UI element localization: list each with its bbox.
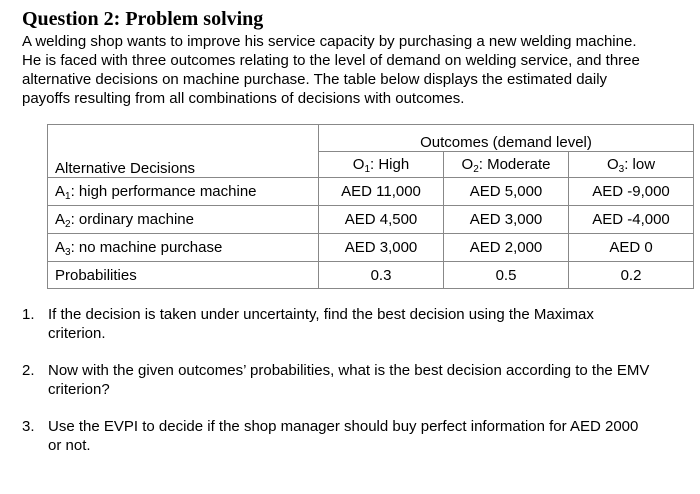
payoff-cell: AED 3,000 [319, 234, 444, 262]
probabilities-label: Probabilities [48, 262, 319, 289]
question-item [22, 417, 692, 455]
alternative-label-2: $A_2$: ordinary machine [48, 206, 319, 234]
question-item [22, 305, 692, 343]
outcome-header-3: $O_3$: low [569, 152, 694, 178]
problem-statement [22, 32, 694, 108]
payoff-cell: AED -4,000 [569, 206, 694, 234]
outcome-header-2: $O_2$: Moderate [444, 152, 569, 178]
probability-cell: 0.5 [444, 262, 569, 289]
payoff-cell: AED 11,000 [319, 178, 444, 206]
alternatives-header: Alternative Decisions [48, 125, 319, 178]
payoff-cell: AED 0 [569, 234, 694, 262]
intro-line: He is faced with three outcomes relating to the level of demand on welding service, and three [22, 52, 640, 69]
payoff-table [47, 124, 694, 289]
question-number: 3. [22, 418, 35, 435]
payoff-cell: AED 3,000 [444, 206, 569, 234]
alternative-label-1: $A_1$: high performance machine [48, 178, 319, 206]
table-row [48, 234, 694, 262]
intro-line: payoffs resulting from all combinations of decisions with outcomes. [22, 90, 465, 107]
outcome-header-1: $O_1$: High [319, 152, 444, 178]
table-row [48, 178, 694, 206]
payoff-cell: AED 2,000 [444, 234, 569, 262]
question-text: Now with the given outcomes’ probabilities, what is the best decision according to the EMV [48, 362, 650, 379]
probability-cell: 0.3 [319, 262, 444, 289]
payoff-cell: AED -9,000 [569, 178, 694, 206]
intro-line: A welding shop wants to improve his service capacity by purchasing a new welding machine. [22, 33, 637, 50]
probability-cell: 0.2 [569, 262, 694, 289]
payoff-cell: AED 4,500 [319, 206, 444, 234]
question-number: 1. [22, 306, 35, 323]
question-list [22, 305, 692, 473]
question-text: criterion? [48, 381, 110, 398]
table-row [48, 206, 694, 234]
question-text: If the decision is taken under uncertainty, find the best decision using the Maximax [48, 306, 594, 323]
question-text: Use the EVPI to decide if the shop manager should buy perfect information for AED 2000 [48, 418, 639, 435]
outcomes-header: Outcomes (demand level) [319, 125, 694, 152]
intro-line: alternative decisions on machine purchase. The table below displays the estimated daily [22, 71, 608, 88]
question-text: or not. [48, 437, 91, 454]
question-number: 2. [22, 362, 35, 379]
table-header-row [48, 125, 694, 152]
payoff-cell: AED 5,000 [444, 178, 569, 206]
alternative-label-3: $A_3$: no machine purchase [48, 234, 319, 262]
question-title: Question 2: Problem solving [22, 8, 264, 30]
question-text: criterion. [48, 325, 106, 342]
probabilities-row [48, 262, 694, 289]
question-item [22, 361, 692, 399]
